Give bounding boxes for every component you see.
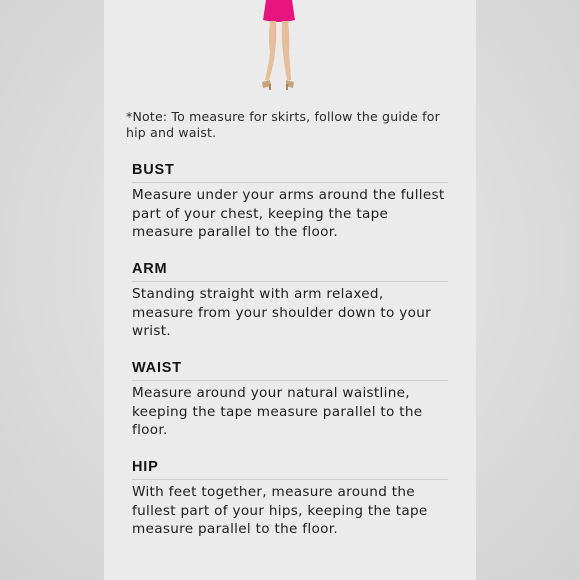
- model-illustration: [248, 0, 310, 92]
- right-leg: [282, 21, 291, 80]
- section-body: With feet together, measure around the fullest part of your hips, keeping the tape measure parallel to the floor.: [132, 484, 428, 537]
- section-body: Measure around your natural waistline, keeping the tape measure parallel to the floor.: [132, 385, 423, 438]
- section-hip: [132, 457, 448, 539]
- left-leg: [265, 21, 276, 80]
- dress-hem: [263, 0, 295, 22]
- skirt-measure-note: *Note: To measure for skirts, follow the guide for hip and waist.: [126, 109, 440, 140]
- section-body: Standing straight with arm relaxed, measure from your shoulder down to your wrist.: [132, 286, 431, 339]
- divider: [132, 281, 448, 282]
- section-title: ARM: [132, 261, 168, 277]
- right-heel: [286, 84, 288, 90]
- section-title: BUST: [132, 162, 175, 178]
- divider: [132, 182, 448, 183]
- section-title: WAIST: [132, 360, 182, 376]
- section-arm: [132, 259, 448, 341]
- section-waist: [132, 358, 448, 440]
- left-heel: [269, 84, 271, 90]
- section-title: HIP: [132, 459, 159, 475]
- section-body: Measure under your arms around the fullest part of your chest, keeping the tape measure parallel to the floor.: [132, 187, 445, 240]
- section-bust: [132, 160, 448, 242]
- divider: [132, 380, 448, 381]
- divider: [132, 479, 448, 480]
